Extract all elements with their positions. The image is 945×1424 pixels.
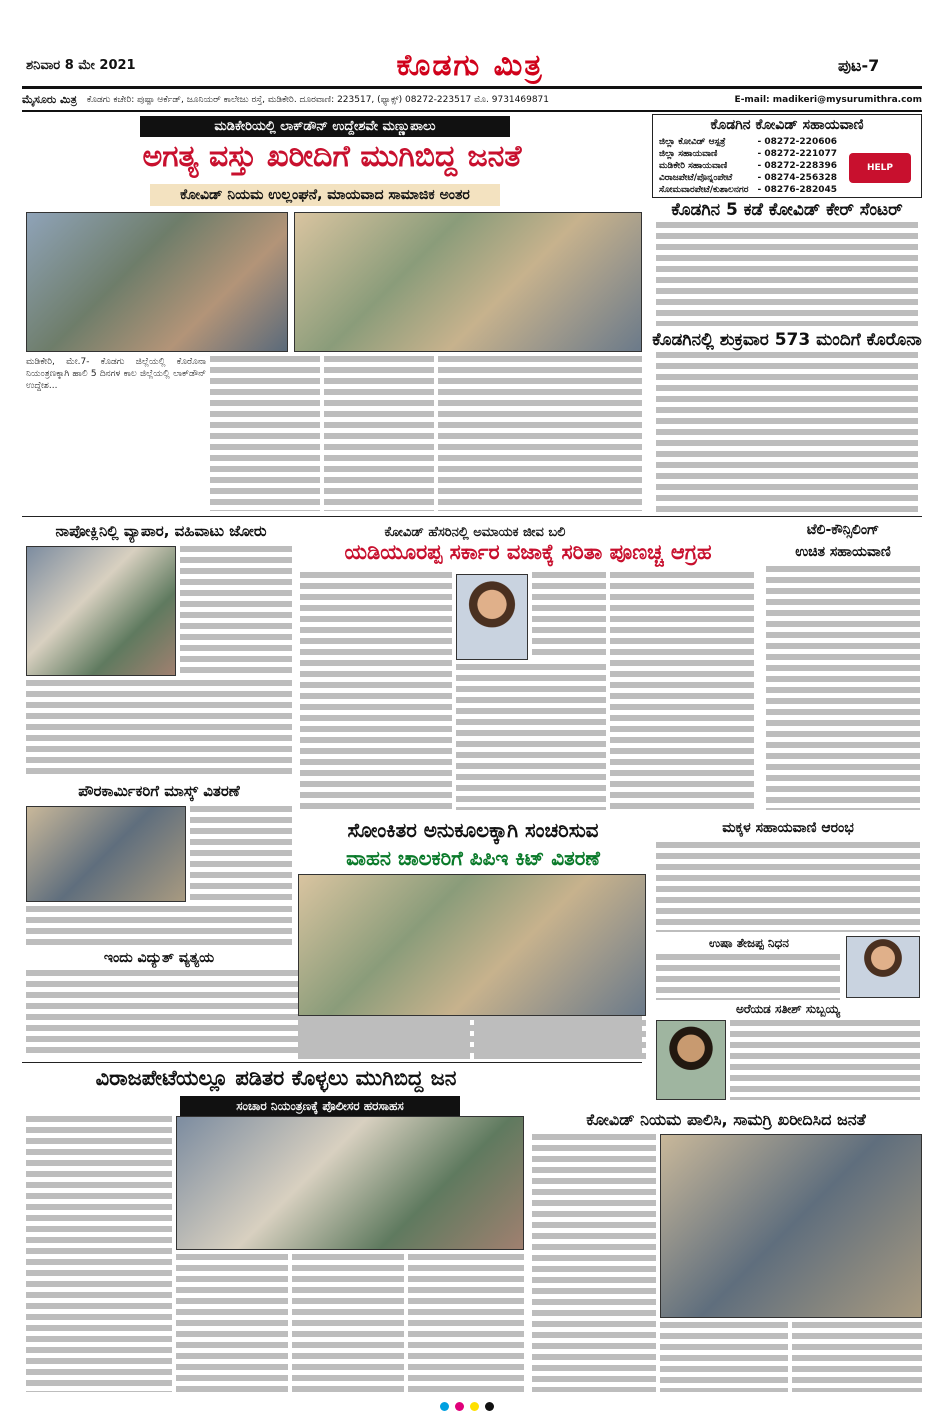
helpline-row: ಜಿಲ್ಲಾ ಸಹಾಯವಾಣಿ - 08272-221077	[659, 149, 837, 159]
virajpet-body-col1	[26, 1116, 172, 1392]
lead-body-col1	[26, 356, 206, 511]
covid-rules-body-col3	[792, 1322, 922, 1392]
section-divider	[22, 1062, 642, 1063]
covid-rules-headline: ಕೋವಿಡ್ ನಿಯಮ ಪಾಲಿಸಿ, ಸಾಮಗ್ರಿ ಖರೀದಿಸಿದ ಜನತೆ	[586, 1110, 866, 1129]
bsy-body-col3	[610, 572, 754, 810]
ppe-headline-line2: ವಾಹನ ಚಾಲಕರಿಗೆ ಪಿಪಿಇ ಕಿಟ್ ವಿತರಣೆ	[346, 846, 600, 870]
lead-headline: ಅಗತ್ಯ ವಸ್ತು ಖರೀದಿಗೆ ಮುಗಿಬಿದ್ದ ಜನತೆ	[142, 139, 522, 174]
color-registration-marks	[440, 1402, 494, 1411]
info-bar	[22, 90, 922, 112]
obit-satish-headline: ಅರೆಯಡ ಸತೀಶ್ ಸುಬ್ಬಯ್ಯ	[735, 1002, 841, 1016]
lead-body-col3	[324, 356, 434, 511]
sarita-poonacha-portrait	[456, 574, 528, 660]
napoklu-body	[26, 680, 292, 778]
helpline-row: ಜಿಲ್ಲಾ ಕೋವಿಡ್ ಆಸ್ಪತ್ರೆ - 08272-220606	[659, 137, 837, 147]
helpline-box	[652, 114, 922, 198]
newspaper-logo: ಕೊಡಗು ಮಿತ್ರ	[396, 48, 544, 83]
obit-usha-headline: ಉಷಾ ತೇಜಪ್ಪ ನಿಧನ	[709, 936, 789, 950]
corona-count-headline: ಕೊಡಗಿನಲ್ಲಿ ಶುಕ್ರವಾರ 573 ಮಂದಿಗೆ ಕೊರೊನಾ	[652, 330, 922, 350]
virajpet-headline: ವಿರಾಜಪೇಟೆಯಲ್ಲೂ ಪಡಿತರ ಕೊಳ್ಳಲು ಮುಗಿಬಿದ್ದ ಜನ	[95, 1066, 457, 1090]
free-helpline-headline: ಉಚಿತ ಸಹಾಯವಾಣಿ	[795, 544, 891, 560]
page-number: ಪುಟ-7	[838, 56, 880, 75]
market-street-photo	[26, 212, 288, 352]
napoklu-headline: ನಾಪೋಕ್ಲಿನಿಲ್ಲಿ ವ್ಯಾಪಾರ, ವಹಿವಾಟು ಜೋರು	[55, 522, 267, 540]
office-address: ಕೊಡಗು ಕಚೇರಿ: ಪುಷ್ಪಾ ಆರ್ಕೆಡ್, ಜೂನಿಯರ್ ಕಾಲೇಜು ರಸ್ತೆ, ಮಡಿಕೇರಿ. ದೂರವಾಣಿ: 223517, (ಫ್ಯಾಕ್ಸ್) 08272-223517 ಮೊ. 9731469871	[86, 95, 550, 105]
child-helpline-headline: ಮಕ್ಕಳ ಸಹಾಯವಾಣಿ ಆರಂಭ	[722, 820, 854, 836]
virajpet-body-col2	[176, 1254, 288, 1392]
mask-body-side	[190, 806, 292, 902]
virajpet-crowd-photo	[176, 1116, 524, 1250]
ppe-kit-distribution-photo	[298, 874, 646, 1016]
helpline-list	[653, 136, 843, 196]
napoklu-body-side	[180, 546, 292, 676]
helpline-row: ಸೋಮವಾರಪೇಟೆ/ಕುಶಾಲನಗರ - 08276-282045	[659, 185, 837, 195]
power-headline: ಇಂದು ವಿದ್ಯುತ್ ವ್ಯತ್ಯಯ	[103, 950, 215, 966]
lead-body-col2	[210, 356, 320, 511]
obit-usha-body	[656, 954, 840, 1000]
bsy-body-col2	[456, 664, 606, 810]
lead-body-col4	[438, 356, 642, 511]
tele-counselling-headline: ಟೆಲಿ-ಕೌನ್ಸಿಲಿಂಗ್	[806, 522, 880, 538]
covid-rules-body-col2	[660, 1322, 788, 1392]
virajpet-body-col4	[408, 1254, 524, 1392]
mask-distribution-photo	[26, 806, 186, 902]
section-divider	[22, 516, 922, 517]
care-centres-body	[656, 222, 918, 326]
issue-date: ಶನಿವಾರ 8 ಮೇ 2021	[26, 58, 136, 73]
mask-headline: ಪೌರಕಾರ್ಮಿಕರಿಗೆ ಮಾಸ್ಕ್ ವಿತರಣೆ	[78, 782, 240, 800]
tele-counselling-body	[766, 566, 920, 810]
covid-rules-body-col1	[532, 1134, 656, 1392]
lead-dateline: ಮಡಿಕೇರಿ, ಮೇ.7- ಕೊಡಗು ಜಿಲ್ಲೆಯಲ್ಲಿ ಕೊರೊನಾ ನಿಯಂತ್ರಣಕ್ಕಾಗಿ ಹಾಲಿ 5 ದಿನಗಳ ಕಾಲ ಜಿಲ್ಲೆಯಲ್ಲಿ ಲಾಕ್‌ಡೌನ್ ಉದ್ದೇಶ...	[26, 357, 206, 392]
ppe-body-col1	[298, 1020, 470, 1060]
helpline-title: ಕೊಡಗಿನ ಕೋವಿಡ್ ಸಹಾಯವಾಣಿ	[710, 117, 864, 133]
lead-subhead: ಕೋವಿಡ್ ನಿಯಮ ಉಲ್ಲಂಘನೆ, ಮಾಯವಾದ ಸಾಮಾಜಿಕ ಅಂತರ	[150, 184, 500, 206]
child-helpline-body	[656, 842, 920, 932]
mask-body	[26, 906, 292, 948]
obit-satish-body	[730, 1020, 920, 1100]
masthead-rule	[22, 86, 922, 89]
helpline-row: ವಿರಾಜಪೇಟೆ/ಪೊನ್ನಂಪೇಟೆ - 08274-256328	[659, 173, 837, 183]
market-crowd-photo	[294, 212, 642, 352]
bsy-headline: ಯಡಿಯೂರಪ್ಪ ಸರ್ಕಾರ ವಜಾಕ್ಕೆ ಸರಿತಾ ಪೂಣಚ್ಚ ಆಗ್ರಹ	[344, 540, 712, 564]
usha-portrait	[846, 936, 920, 998]
lead-kicker: ಮಡಿಕೇರಿಯಲ್ಲಿ ಲಾಕ್‌ಡೌನ್ ಉದ್ದೇಶವೇ ಮಣ್ಣುಪಾಲು	[140, 116, 510, 137]
bsy-kicker: ಕೋವಿಡ್ ಹೆಸರಿನಲ್ಲಿ ಅಮಾಯಕ ಜೀವ ಬಲಿ	[310, 522, 640, 543]
queue-shop-photo	[660, 1134, 922, 1318]
corona-count-body	[656, 352, 918, 512]
helpline-row: ಮಡಿಕೇರಿ ಸಹಾಯವಾಣಿ - 08272-228396	[659, 161, 837, 171]
ppe-headline-line1: ಸೋಂಕಿತರ ಅನುಕೂಲಕ್ಕಾಗಿ ಸಂಚರಿಸುವ	[347, 818, 599, 842]
care-centres-headline: ಕೊಡಗಿನ 5 ಕಡೆ ಕೋವಿಡ್ ಕೇರ್ ಸೆಂಟರ್	[671, 200, 903, 220]
virajpet-subhead: ಸಂಚಾರ ನಿಯಂತ್ರಣಕ್ಕೆ ಪೊಲೀಸರ ಹರಸಾಹಸ	[180, 1096, 460, 1117]
help-phone-icon: HELP	[849, 153, 911, 183]
virajpet-body-col3	[292, 1254, 404, 1392]
napoklu-photo	[26, 546, 176, 676]
satish-portrait	[656, 1020, 726, 1100]
ppe-body-col2	[474, 1020, 646, 1060]
bsy-body-col2b	[532, 572, 606, 660]
bsy-body-col1	[300, 572, 452, 810]
brand-name: ಮೈಸೂರು ಮಿತ್ರ	[22, 93, 77, 106]
email-address: E-mail: madikeri@mysurumithra.com	[734, 95, 922, 105]
